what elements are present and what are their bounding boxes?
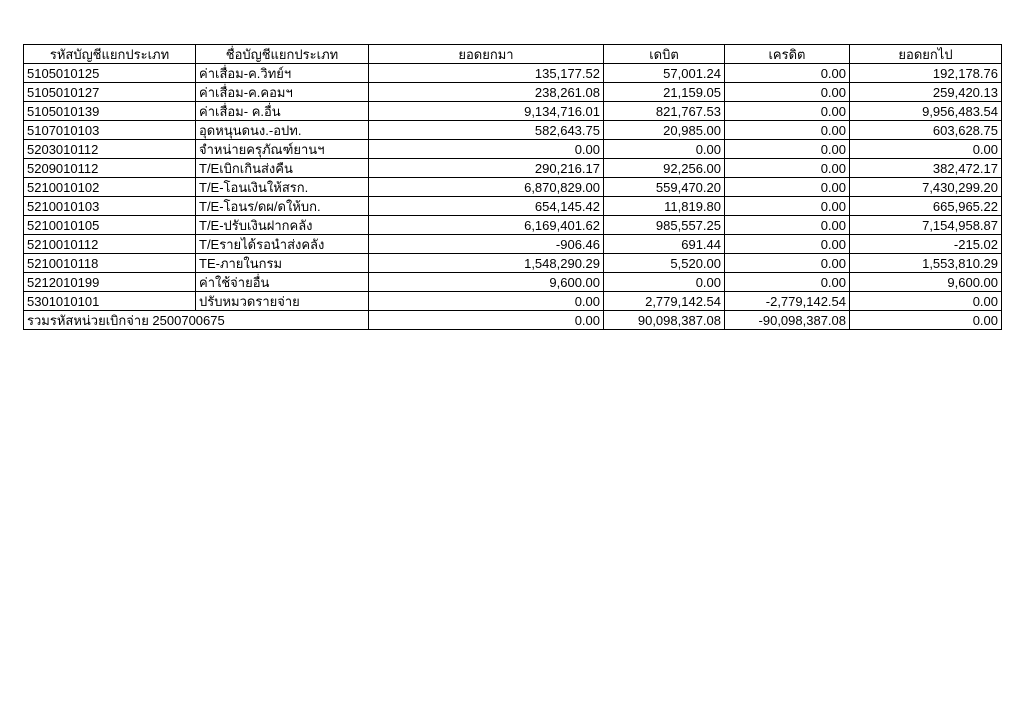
table-row [24, 292, 1002, 311]
total-credit: -90,098,387.08 [725, 311, 850, 330]
cell-name: TE-ภายในกรม [196, 254, 369, 273]
cell-code: 5105010125 [24, 64, 196, 83]
cell-code: 5210010118 [24, 254, 196, 273]
cell-carried-forward: 603,628.75 [850, 121, 1002, 140]
cell-code: 5107010103 [24, 121, 196, 140]
header-row [24, 45, 1002, 64]
cell-brought-forward: 6,870,829.00 [369, 178, 604, 197]
ledger-table [23, 44, 1002, 330]
cell-debit: 21,159.05 [604, 83, 725, 102]
header-carried-forward: ยอดยกไป [850, 45, 1002, 64]
cell-code: 5210010102 [24, 178, 196, 197]
table-row [24, 140, 1002, 159]
cell-name: จำหน่ายครุภัณฑ์ยานฯ [196, 140, 369, 159]
cell-debit: 0.00 [604, 140, 725, 159]
cell-name: T/E-ปรับเงินฝากคลัง [196, 216, 369, 235]
cell-debit: 2,779,142.54 [604, 292, 725, 311]
cell-carried-forward: 192,178.76 [850, 64, 1002, 83]
table-row [24, 102, 1002, 121]
cell-debit: 0.00 [604, 273, 725, 292]
table-row [24, 121, 1002, 140]
cell-brought-forward: 654,145.42 [369, 197, 604, 216]
header-name: ชื่อบัญชีแยกประเภท [196, 45, 369, 64]
cell-code: 5210010112 [24, 235, 196, 254]
cell-debit: 11,819.80 [604, 197, 725, 216]
cell-debit: 92,256.00 [604, 159, 725, 178]
cell-debit: 691.44 [604, 235, 725, 254]
cell-brought-forward: 0.00 [369, 140, 604, 159]
total-debit: 90,098,387.08 [604, 311, 725, 330]
cell-code: 5209010112 [24, 159, 196, 178]
cell-debit: 821,767.53 [604, 102, 725, 121]
header-code: รหัสบัญชีแยกประเภท [24, 45, 196, 64]
table-row [24, 197, 1002, 216]
cell-code: 5210010105 [24, 216, 196, 235]
table-row [24, 273, 1002, 292]
cell-brought-forward: 582,643.75 [369, 121, 604, 140]
cell-credit: 0.00 [725, 140, 850, 159]
cell-debit: 20,985.00 [604, 121, 725, 140]
cell-credit: 0.00 [725, 64, 850, 83]
cell-carried-forward: 1,553,810.29 [850, 254, 1002, 273]
cell-code: 5212010199 [24, 273, 196, 292]
cell-carried-forward: 665,965.22 [850, 197, 1002, 216]
table-row [24, 178, 1002, 197]
cell-code: 5105010139 [24, 102, 196, 121]
cell-credit: 0.00 [725, 159, 850, 178]
cell-name: T/E-โอนเงินให้สรก. [196, 178, 369, 197]
cell-code: 5301010101 [24, 292, 196, 311]
cell-brought-forward: 238,261.08 [369, 83, 604, 102]
cell-name: ค่าเสื่อม-ค.คอมฯ [196, 83, 369, 102]
cell-name: T/Eเบิกเกินส่งคืน [196, 159, 369, 178]
ledger-sheet [23, 44, 1001, 330]
cell-debit: 559,470.20 [604, 178, 725, 197]
cell-credit: 0.00 [725, 178, 850, 197]
cell-brought-forward: 290,216.17 [369, 159, 604, 178]
table-row [24, 254, 1002, 273]
cell-brought-forward: 1,548,290.29 [369, 254, 604, 273]
cell-name: ค่าเสื่อม-ค.วิทย์ฯ [196, 64, 369, 83]
total-brought-forward: 0.00 [369, 311, 604, 330]
table-row [24, 216, 1002, 235]
cell-brought-forward: -906.46 [369, 235, 604, 254]
cell-debit: 985,557.25 [604, 216, 725, 235]
cell-credit: 0.00 [725, 235, 850, 254]
ledger-body [24, 64, 1002, 330]
cell-code: 5210010103 [24, 197, 196, 216]
cell-carried-forward: 0.00 [850, 292, 1002, 311]
cell-brought-forward: 6,169,401.62 [369, 216, 604, 235]
cell-carried-forward: 9,600.00 [850, 273, 1002, 292]
cell-carried-forward: 382,472.17 [850, 159, 1002, 178]
cell-brought-forward: 0.00 [369, 292, 604, 311]
cell-name: อุดหนุนดนง.-อปท. [196, 121, 369, 140]
cell-credit: 0.00 [725, 121, 850, 140]
cell-carried-forward: -215.02 [850, 235, 1002, 254]
cell-credit: 0.00 [725, 197, 850, 216]
table-row [24, 64, 1002, 83]
cell-carried-forward: 0.00 [850, 140, 1002, 159]
header-brought-forward: ยอดยกมา [369, 45, 604, 64]
cell-credit: 0.00 [725, 216, 850, 235]
cell-brought-forward: 9,600.00 [369, 273, 604, 292]
cell-code: 5105010127 [24, 83, 196, 102]
total-row [24, 311, 1002, 330]
header-debit: เดบิต [604, 45, 725, 64]
table-row [24, 235, 1002, 254]
cell-code: 5203010112 [24, 140, 196, 159]
cell-name: ปรับหมวดรายจ่าย [196, 292, 369, 311]
cell-name: T/E-โอนร/ดผ/ดให้บก. [196, 197, 369, 216]
header-credit: เครดิต [725, 45, 850, 64]
total-label: รวมรหัสหน่วยเบิกจ่าย 2500700675 [24, 311, 196, 330]
cell-brought-forward: 9,134,716.01 [369, 102, 604, 121]
table-row [24, 83, 1002, 102]
table-row [24, 159, 1002, 178]
cell-credit: 0.00 [725, 273, 850, 292]
cell-carried-forward: 7,154,958.87 [850, 216, 1002, 235]
cell-debit: 5,520.00 [604, 254, 725, 273]
cell-carried-forward: 7,430,299.20 [850, 178, 1002, 197]
cell-credit: 0.00 [725, 254, 850, 273]
cell-debit: 57,001.24 [604, 64, 725, 83]
cell-credit: 0.00 [725, 83, 850, 102]
cell-name: ค่าเสื่อม- ค.อื่น [196, 102, 369, 121]
cell-name: ค่าใช้จ่ายอื่น [196, 273, 369, 292]
cell-name: T/Eรายได้รอนำส่งคลัง [196, 235, 369, 254]
cell-carried-forward: 259,420.13 [850, 83, 1002, 102]
cell-credit: -2,779,142.54 [725, 292, 850, 311]
cell-carried-forward: 9,956,483.54 [850, 102, 1002, 121]
total-carried-forward: 0.00 [850, 311, 1002, 330]
cell-brought-forward: 135,177.52 [369, 64, 604, 83]
cell-credit: 0.00 [725, 102, 850, 121]
